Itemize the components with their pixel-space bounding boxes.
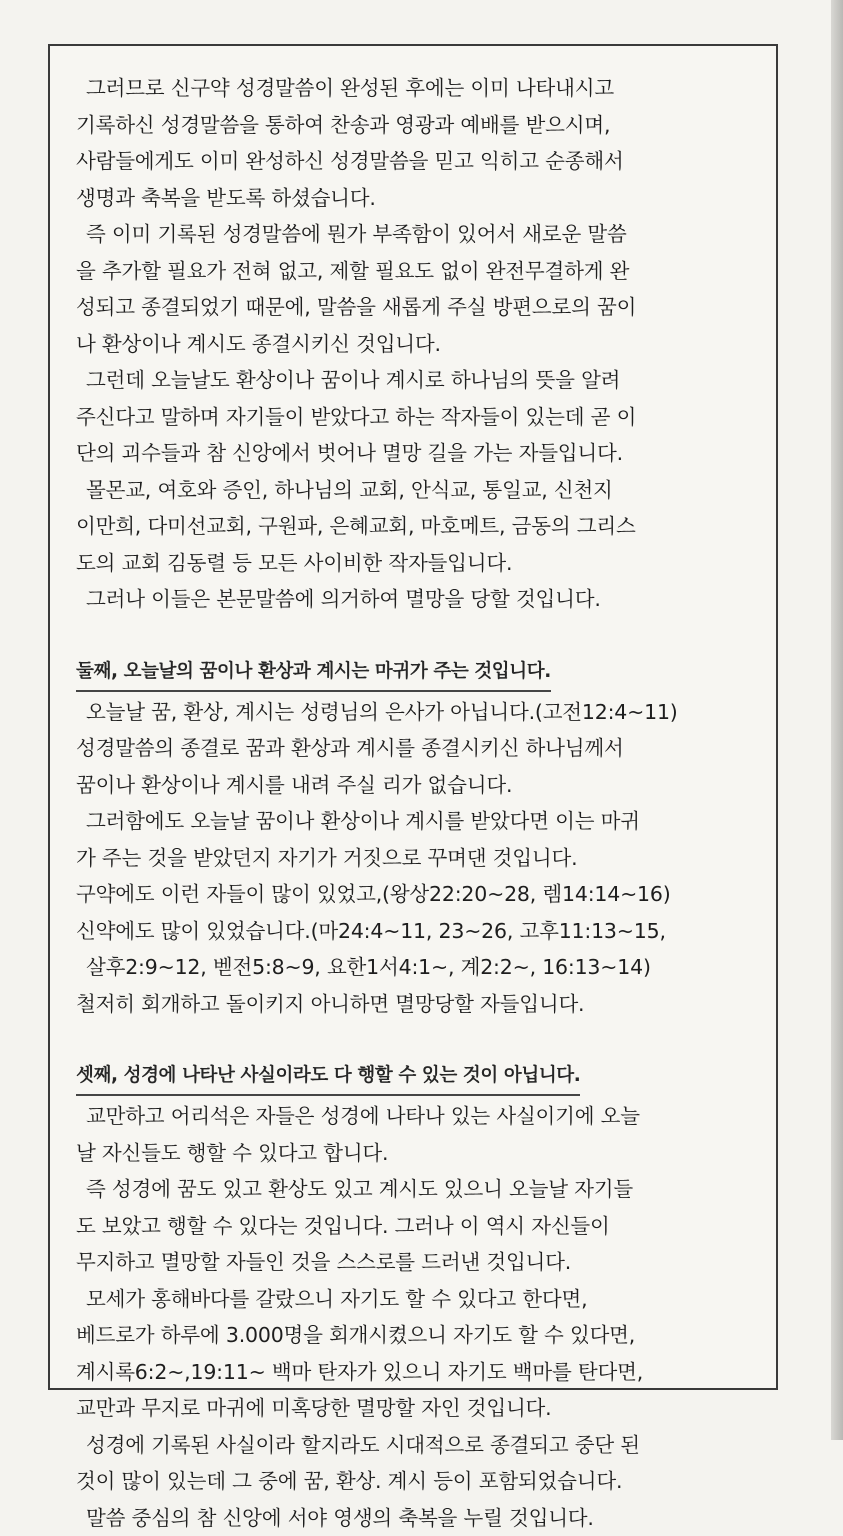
section-gap [76,618,758,654]
paragraph-line: 그러므로 신구약 성경말씀이 완성된 후에는 이미 나타내시고 [76,70,758,107]
paragraph-line: 모세가 홍해바다를 갈랐으니 자기도 할 수 있다고 한다면, [76,1281,758,1318]
paragraph-line: 그런데 오늘날도 환상이나 꿈이나 계시로 하나님의 뜻을 알려 [76,362,758,399]
paragraph-line: 말씀 중심의 참 신앙에 서야 영생의 축복을 누릴 것입니다. [76,1500,758,1536]
paragraph-line: 성되고 종결되었기 때문에, 말씀을 새롭게 주실 방편으로의 꿈이 [76,289,758,326]
paragraph-line: 날 자신들도 행할 수 있다고 합니다. [76,1135,758,1172]
section-gap [76,1022,758,1058]
paragraph-line: 철저히 회개하고 돌이키지 아니하면 멸망당할 자들입니다. [76,986,758,1023]
section-heading-third: 셋째, 성경에 나타난 사실이라도 다 행할 수 있는 것이 아닙니다. [76,1058,580,1096]
paragraph-line: 주신다고 말하며 자기들이 받았다고 하는 작자들이 있는데 곧 이 [76,399,758,436]
page-edge-shadow [831,0,843,1440]
paragraph-line: 무지하고 멸망할 자들인 것을 스스로를 드러낸 것입니다. [76,1244,758,1281]
paragraph-line: 을 추가할 필요가 전혀 없고, 제할 필요도 없이 완전무결하게 완 [76,253,758,290]
paragraph-line: 단의 괴수들과 참 신앙에서 벗어나 멸망 길을 가는 자들입니다. [76,435,758,472]
paragraph-line: 살후2:9~12, 벧전5:8~9, 요한1서4:1~, 계2:2~, 16:13~14) [76,949,758,986]
paragraph-line: 즉 성경에 꿈도 있고 환상도 있고 계시도 있으니 오늘날 자기들 [76,1171,758,1208]
paragraph-line: 꿈이나 환상이나 계시를 내려 주실 리가 없습니다. [76,767,758,804]
paragraph-line: 오늘날 꿈, 환상, 계시는 성령님의 은사가 아닙니다.(고전12:4~11) [76,694,758,731]
paragraph-line: 신약에도 많이 있었습니다.(마24:4~11, 23~26, 고후11:13~15, [76,913,758,950]
paragraph-line: 생명과 축복을 받도록 하셨습니다. [76,180,758,217]
paragraph-line: 몰몬교, 여호와 증인, 하나님의 교회, 안식교, 통일교, 신천지 [76,472,758,509]
paragraph-line: 계시록6:2~,19:11~ 백마 탄자가 있으니 자기도 백마를 탄다면, [76,1354,758,1391]
paragraph-line: 성경말씀의 종결로 꿈과 환상과 계시를 종결시키신 하나님께서 [76,730,758,767]
paragraph-line: 그러나 이들은 본문말씀에 의거하여 멸망을 당할 것입니다. [76,581,758,618]
paragraph-line: 나 환상이나 계시도 종결시키신 것입니다. [76,326,758,363]
paragraph-line: 즉 이미 기록된 성경말씀에 뭔가 부족함이 있어서 새로운 말씀 [76,216,758,253]
paragraph-line: 사람들에게도 이미 완성하신 성경말씀을 믿고 익히고 순종해서 [76,143,758,180]
text-content [76,70,758,1536]
section-heading-row [76,654,758,694]
paragraph-line: 베드로가 하루에 3.000명을 회개시켰으니 자기도 할 수 있다면, [76,1317,758,1354]
paragraph-line: 도의 교회 김동렬 등 모든 사이비한 작자들입니다. [76,545,758,582]
paragraph-line: 것이 많이 있는데 그 중에 꿈, 환상. 계시 등이 포함되었습니다. [76,1463,758,1500]
section-heading-second: 둘째, 오늘날의 꿈이나 환상과 계시는 마귀가 주는 것입니다. [76,654,551,692]
paragraph-line: 교만하고 어리석은 자들은 성경에 나타나 있는 사실이기에 오늘 [76,1098,758,1135]
text-box-frame [48,44,778,1390]
paragraph-line: 성경에 기록된 사실이라 할지라도 시대적으로 종결되고 중단 된 [76,1427,758,1464]
paragraph-line: 가 주는 것을 받았던지 자기가 거짓으로 꾸며댄 것입니다. [76,840,758,877]
paragraph-line: 교만과 무지로 마귀에 미혹당한 멸망할 자인 것입니다. [76,1390,758,1427]
paragraph-line: 그러함에도 오늘날 꿈이나 환상이나 계시를 받았다면 이는 마귀 [76,803,758,840]
paragraph-line: 기록하신 성경말씀을 통하여 찬송과 영광과 예배를 받으시며, [76,107,758,144]
paragraph-line: 구약에도 이런 자들이 많이 있었고,(왕상22:20~28, 렘14:14~16) [76,876,758,913]
paragraph-line: 도 보았고 행할 수 있다는 것입니다. 그러나 이 역시 자신들이 [76,1208,758,1245]
section-heading-row [76,1058,758,1098]
paragraph-line: 이만희, 다미선교회, 구원파, 은혜교회, 마호메트, 금동의 그리스 [76,508,758,545]
